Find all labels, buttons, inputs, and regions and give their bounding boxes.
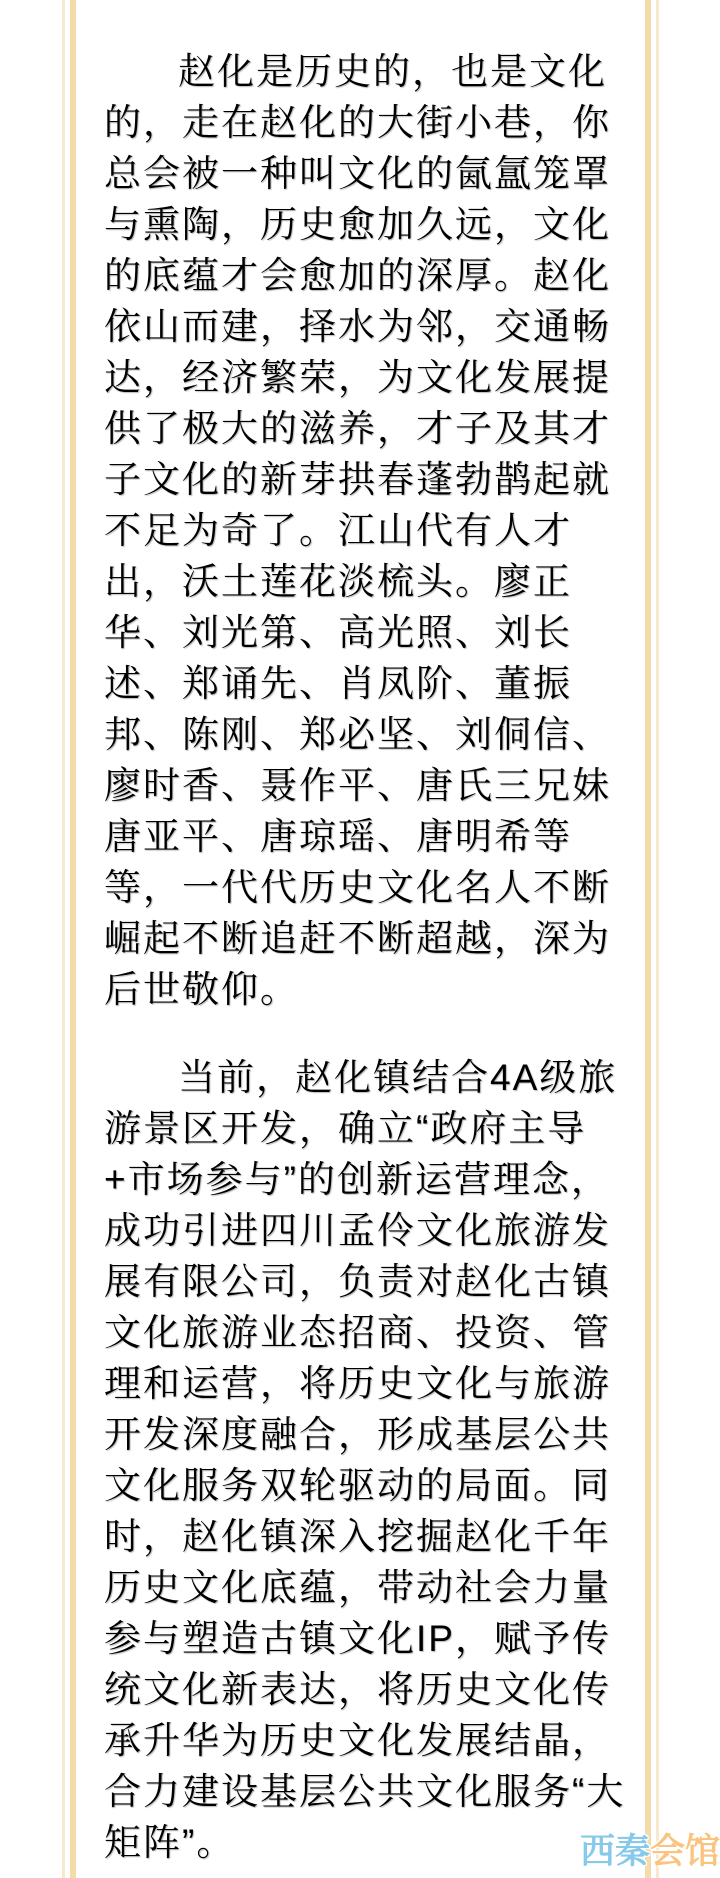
text-line: 当前，赵化镇结合4A级旅 xyxy=(178,1057,618,1098)
right-inner-border-line xyxy=(645,0,651,1878)
text-line: 述、郑诵先、肖凤阶、董振 xyxy=(104,663,572,704)
text-line: 后世敬仰。 xyxy=(104,969,299,1010)
watermark xyxy=(580,1824,720,1874)
text-line: 统文化新表达，将历史文化传 xyxy=(104,1669,611,1710)
text-line: 华、刘光第、高光照、刘长 xyxy=(104,612,572,653)
text-line: 等，一代代历史文化名人不断 xyxy=(104,867,611,908)
watermark-part-1: 西秦 xyxy=(579,1832,650,1871)
watermark-part-2: 会馆 xyxy=(649,1832,720,1871)
text-line: 不足为奇了。江山代有人才 xyxy=(104,510,572,551)
text-line: 开发深度融合，形成基层公共 xyxy=(104,1414,611,1455)
text-line: 与熏陶，历史愈加久远，文化 xyxy=(104,204,611,245)
text-line: 历史文化底蕴，带动社会力量 xyxy=(104,1567,611,1608)
text-line: 邦、陈刚、郑必坚、刘侗信、 xyxy=(104,714,611,755)
text-line: 承升华为历史文化发展结晶， xyxy=(104,1720,611,1761)
paragraph xyxy=(104,46,616,1015)
right-outer-border-line xyxy=(656,0,659,1878)
text-line: 达，经济繁荣，为文化发展提 xyxy=(104,357,611,398)
text-line: 展有限公司，负责对赵化古镇 xyxy=(104,1261,611,1302)
left-outer-border-line xyxy=(62,0,65,1878)
text-line: 依山而建，择水为邻，交通畅 xyxy=(104,306,611,347)
left-inner-border-line xyxy=(70,0,76,1878)
text-line: 矩阵”。 xyxy=(104,1822,236,1863)
text-line: 的，走在赵化的大街小巷，你 xyxy=(104,102,611,143)
text-line: 赵化是历史的，也是文化 xyxy=(178,51,607,92)
text-line: 合力建设基层公共文化服务“大 xyxy=(104,1771,626,1812)
text-line: 唐亚平、唐琼瑶、唐明希等 xyxy=(104,816,572,857)
text-line: 参与塑造古镇文化IP，赋予传 xyxy=(104,1618,611,1659)
text-line: 游景区开发，确立“政府主导 xyxy=(104,1108,587,1149)
text-line: 子文化的新芽拱春蓬勃鹊起就 xyxy=(104,459,611,500)
text-line: 理和运营，将历史文化与旅游 xyxy=(104,1363,611,1404)
text-line: 的底蕴才会愈加的深厚。赵化 xyxy=(104,255,611,296)
text-line: 文化旅游业态招商、投资、管 xyxy=(104,1312,611,1353)
text-line: 供了极大的滋养，才子及其才 xyxy=(104,408,611,449)
text-line: 崛起不断追赶不断超越，深为 xyxy=(104,918,611,959)
text-line: +市场参与”的创新运营理念， xyxy=(104,1159,610,1200)
text-line: 文化服务双轮驱动的局面。同 xyxy=(104,1465,611,1506)
text-line: 出，沃土莲花淡梳头。廖正 xyxy=(104,561,572,602)
text-line: 成功引进四川孟伶文化旅游发 xyxy=(104,1210,611,1251)
text-line: 廖时香、聂作平、唐氏三兄妹 xyxy=(104,765,611,806)
text-line: 总会被一种叫文化的氤氲笼罩 xyxy=(104,153,611,194)
text-line: 时，赵化镇深入挖掘赵化千年 xyxy=(104,1516,611,1557)
